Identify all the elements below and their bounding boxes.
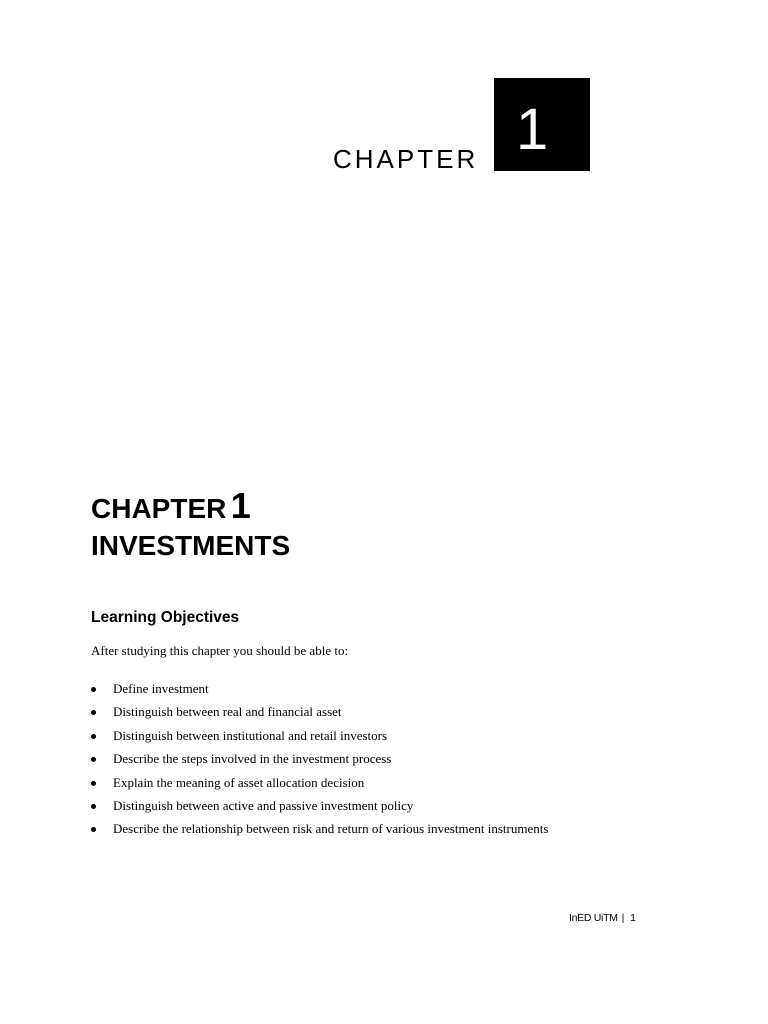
bullet-icon bbox=[91, 757, 96, 762]
list-item bbox=[91, 728, 548, 751]
learning-objectives-heading: Learning Objectives bbox=[91, 609, 240, 626]
list-item bbox=[91, 751, 548, 774]
page-footer bbox=[569, 911, 636, 925]
objective-text: Describe the relationship between risk and return of various investment instruments bbox=[113, 821, 549, 837]
bullet-icon bbox=[91, 827, 96, 832]
page-number: 1 bbox=[630, 912, 636, 924]
objectives-intro: After studying this chapter you should be able to: bbox=[91, 643, 349, 658]
objective-text: Explain the meaning of asset allocation decision bbox=[113, 774, 365, 790]
list-item bbox=[91, 681, 548, 704]
chapter-banner-number: 1 bbox=[516, 97, 549, 162]
chapter-heading bbox=[91, 485, 290, 561]
list-item bbox=[91, 821, 548, 844]
chapter-heading-line bbox=[91, 485, 290, 529]
bullet-icon bbox=[91, 687, 96, 692]
chapter-banner-label: CHAPTER bbox=[333, 144, 479, 174]
bullet-icon bbox=[91, 804, 96, 809]
chapter-title: INVESTMENTS bbox=[91, 530, 291, 561]
objective-text: Distinguish between real and financial asset bbox=[113, 704, 342, 720]
objective-text: Distinguish between active and passive investment policy bbox=[113, 797, 414, 813]
objective-text: Describe the steps involved in the investment process bbox=[113, 751, 392, 767]
bullet-icon bbox=[91, 781, 96, 786]
objective-text: Define investment bbox=[113, 681, 209, 696]
footer-separator: | bbox=[621, 912, 625, 924]
chapter-heading-number: 1 bbox=[230, 485, 251, 526]
objective-text: Distinguish between institutional and retail investors bbox=[113, 727, 388, 743]
list-item bbox=[91, 775, 548, 798]
list-item bbox=[91, 798, 548, 821]
bullet-icon bbox=[91, 710, 96, 715]
objectives-list bbox=[91, 681, 548, 845]
footer-publisher: InED UiTM bbox=[569, 912, 618, 924]
chapter-heading-word: CHAPTER bbox=[91, 493, 227, 524]
list-item bbox=[91, 704, 548, 727]
bullet-icon bbox=[91, 734, 96, 739]
